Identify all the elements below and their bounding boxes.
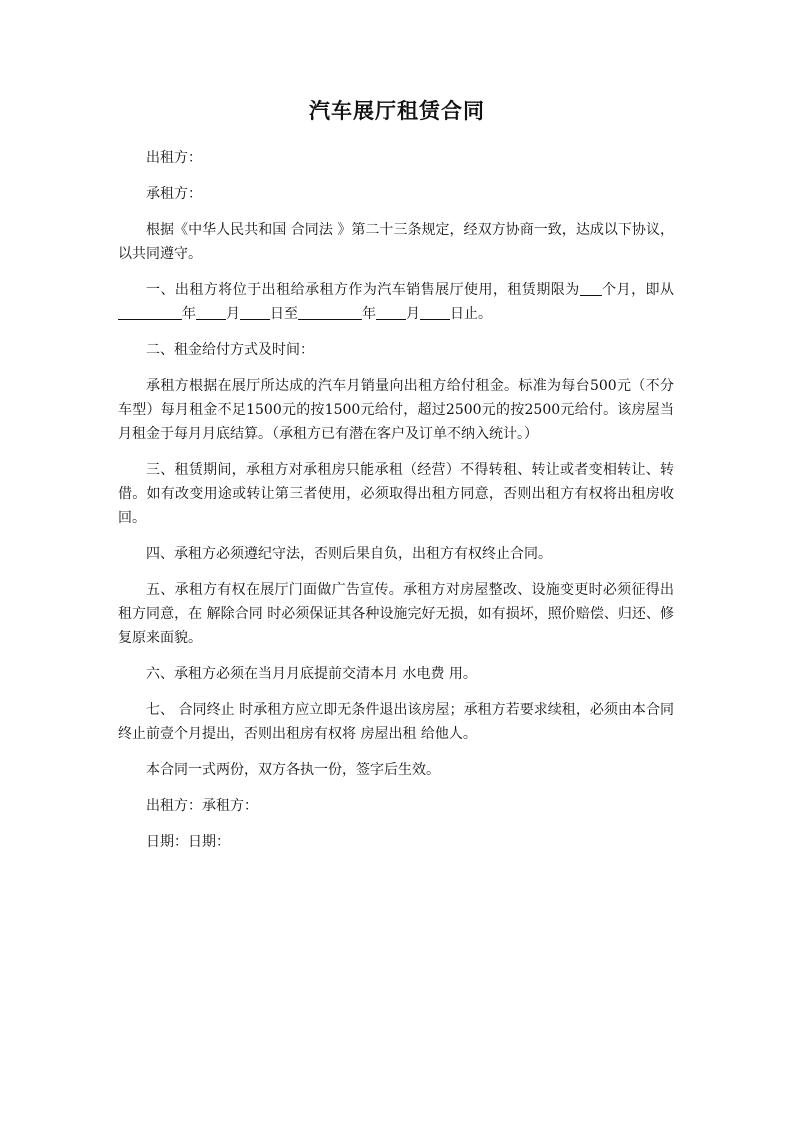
signature-dates: 日期：日期： — [146, 834, 230, 850]
end-year-blank[interactable] — [298, 303, 362, 320]
clause-5: 五、承租方有权在展厅门面做广告宣传。承租方对房屋整改、设施变更时必须征得出租方同意，在 解除合同 时必须保证其各种设施完好无损，如有损坏，照价赔偿、归还、修复原来面貌。 — [118, 582, 674, 646]
start-day-blank[interactable] — [240, 303, 270, 320]
start-day-label: 日至 — [270, 306, 298, 322]
clause-2-body: 承租方根据在展厅所达成的汽车月销量向出租方给付租金。标准为每台500元（不分车型）每月租金不足1500元的按1500元给付，超过2500元的按2500元给付。该房屋当月租金于每月月底结算。（承租方已有潜在客户及订单不纳入统计。） — [118, 378, 674, 442]
start-month-blank[interactable] — [196, 303, 226, 320]
clause-1-text-b: 个月，即从 — [601, 282, 675, 298]
signature-parties: 出租方：承租方： — [146, 798, 258, 814]
clause-7: 七、 合同终止 时承租方应立即无条件退出该房屋；承租方若要求续租，必须由本合同终止前壹个月提出，否则出租房有权将 房屋出租 给他人。 — [118, 702, 674, 742]
clause-4: 四、承租方必须遵纪守法，否则后果自负，出租方有权终止合同。 — [146, 546, 552, 562]
lessee-line: 承租方： — [146, 186, 202, 202]
end-month-label: 月 — [406, 306, 420, 322]
end-day-label: 日止。 — [450, 306, 492, 322]
clause-1-text-a: 一、出租方将位于出租给承租方作为汽车销售展厅使用，租赁期限为 — [146, 282, 580, 298]
document-title: 汽车展厅租赁合同 — [309, 98, 485, 123]
start-year-blank[interactable] — [118, 303, 182, 320]
document-body — [118, 146, 674, 866]
end-day-blank[interactable] — [420, 303, 450, 320]
clause-6: 六、承租方必须在当月月底提前交清本月 水电费 用。 — [146, 666, 477, 682]
start-year-label: 年 — [182, 306, 196, 322]
start-month-label: 月 — [226, 306, 240, 322]
clause-3: 三、租赁期间，承租方对承租房只能承租（经营）不得转租、转让或者变相转让、转借。如有改变用途或转让第三者使用，必须取得出租方同意，否则出租方有权将出租房收回。 — [118, 462, 674, 526]
intro-paragraph: 根据《中华人民共和国 合同法 》第二十三条规定，经双方协商一致，达成以下协议，以共同遵守。 — [118, 222, 674, 262]
clause-2-heading: 二、租金给付方式及时间： — [146, 342, 314, 358]
end-month-blank[interactable] — [376, 303, 406, 320]
end-year-label: 年 — [362, 306, 376, 322]
lessor-line: 出租方： — [146, 150, 202, 166]
effect-paragraph: 本合同一式两份，双方各执一份，签字后生效。 — [146, 762, 440, 778]
term-months-blank[interactable] — [580, 279, 602, 296]
clause-1 — [118, 278, 674, 326]
